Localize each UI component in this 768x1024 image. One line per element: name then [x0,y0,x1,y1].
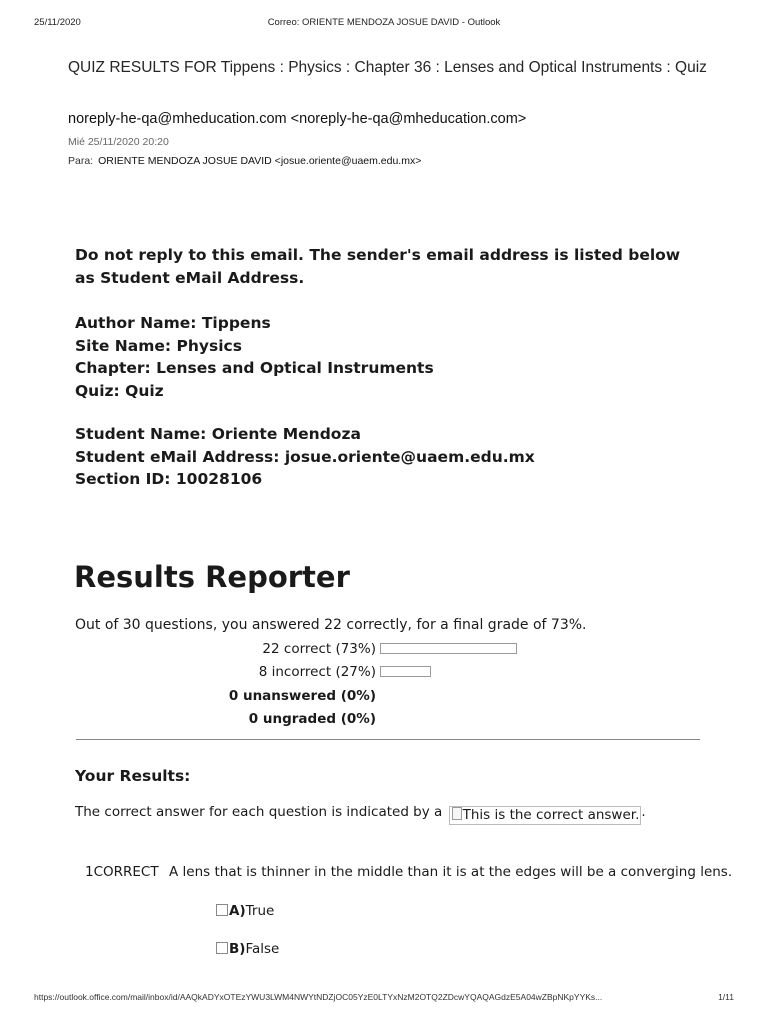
section-id: Section ID: 10028106 [75,470,263,488]
correct-bar [380,643,517,654]
option-a-letter: A) [229,903,246,919]
question-1 [85,864,732,880]
option-a-marker-icon [216,904,228,916]
correct-answer-legend [75,804,646,825]
stat-incorrect-label: 8 incorrect (27%) [258,664,376,680]
question-number: 1 [85,864,94,880]
results-summary: Out of 30 questions, you answered 22 correctly, for a final grade of 73%. [75,617,587,633]
your-results-heading: Your Results: [75,767,191,785]
question-result: CORRECT [93,864,159,880]
section-divider [76,739,700,740]
print-header [0,14,768,30]
stat-incorrect [0,663,768,683]
stat-ungraded [0,710,768,730]
option-b-letter: B) [229,941,246,957]
stat-unanswered [0,687,768,707]
student-email: Student eMail Address: josue.oriente@uaem.edu.mx [75,447,535,466]
question-status [85,864,169,880]
chapter-name: Chapter: Lenses and Optical Instruments [75,359,434,377]
author-name: Author Name: Tippens [75,314,271,332]
option-b-label: False [245,941,280,957]
incorrect-bar [380,666,431,677]
option-b-marker-icon [216,942,228,954]
legend-suffix: . [641,804,646,820]
question-text: A lens that is thinner in the middle than it is at the edges will be a converging lens. [169,864,733,880]
to-label: Para: [68,155,94,167]
answer-option-a [216,903,274,919]
broken-image-icon [452,807,462,820]
stat-correct-label: 22 correct (73%) [262,641,376,657]
legend-text: The correct answer for each question is indicated by a [75,804,443,820]
print-footer [0,992,768,1006]
correct-answer-icon [449,806,642,825]
do-not-reply-notice: Do not reply to this email. The sender's email address is listed below as Student eMail Address. [75,246,681,287]
option-a-label: True [245,903,275,919]
to-value[interactable]: ORIENTE MENDOZA JOSUE DAVID <josue.oriente@uaem.edu.mx> [98,155,422,167]
student-name: Student Name: Oriente Mendoza [75,425,361,443]
page-number: 1/11 [718,992,734,1002]
email-recipient [68,155,421,167]
stat-unanswered-label: 0 unanswered (0%) [228,688,376,704]
site-name: Site Name: Physics [75,336,242,355]
print-date: 25/11/2020 [34,17,81,28]
correct-answer-icon-alt: This is the correct answer. [462,807,640,823]
quiz-info-block [75,312,705,402]
print-title: Correo: ORIENTE MENDOZA JOSUE DAVID - Outlook [267,17,501,28]
stat-ungraded-label: 0 ungraded (0%) [248,711,376,727]
quiz-name: Quiz: Quiz [75,381,164,400]
email-subject: QUIZ RESULTS FOR Tippens : Physics : Chapter 36 : Lenses and Optical Instruments : Quiz [68,59,707,76]
page-url[interactable]: https://outlook.office.com/mail/inbox/id/AAQkADYxOTEzYWU3LWM4NWYtNDZjOC05YzE0LTYxNzM2OTQ2ZDcwYQAQAGdzE5A04wZBpNKpYYKs... [34,992,603,1002]
student-info-block [75,423,705,491]
stat-correct [0,640,768,660]
email-sender[interactable]: noreply-he-qa@mheducation.com <noreply-he-qa@mheducation.com> [68,111,527,127]
email-sent-date: Mié 25/11/2020 20:20 [68,136,169,148]
results-reporter-title: Results Reporter [74,560,350,594]
answer-option-b [216,941,279,957]
